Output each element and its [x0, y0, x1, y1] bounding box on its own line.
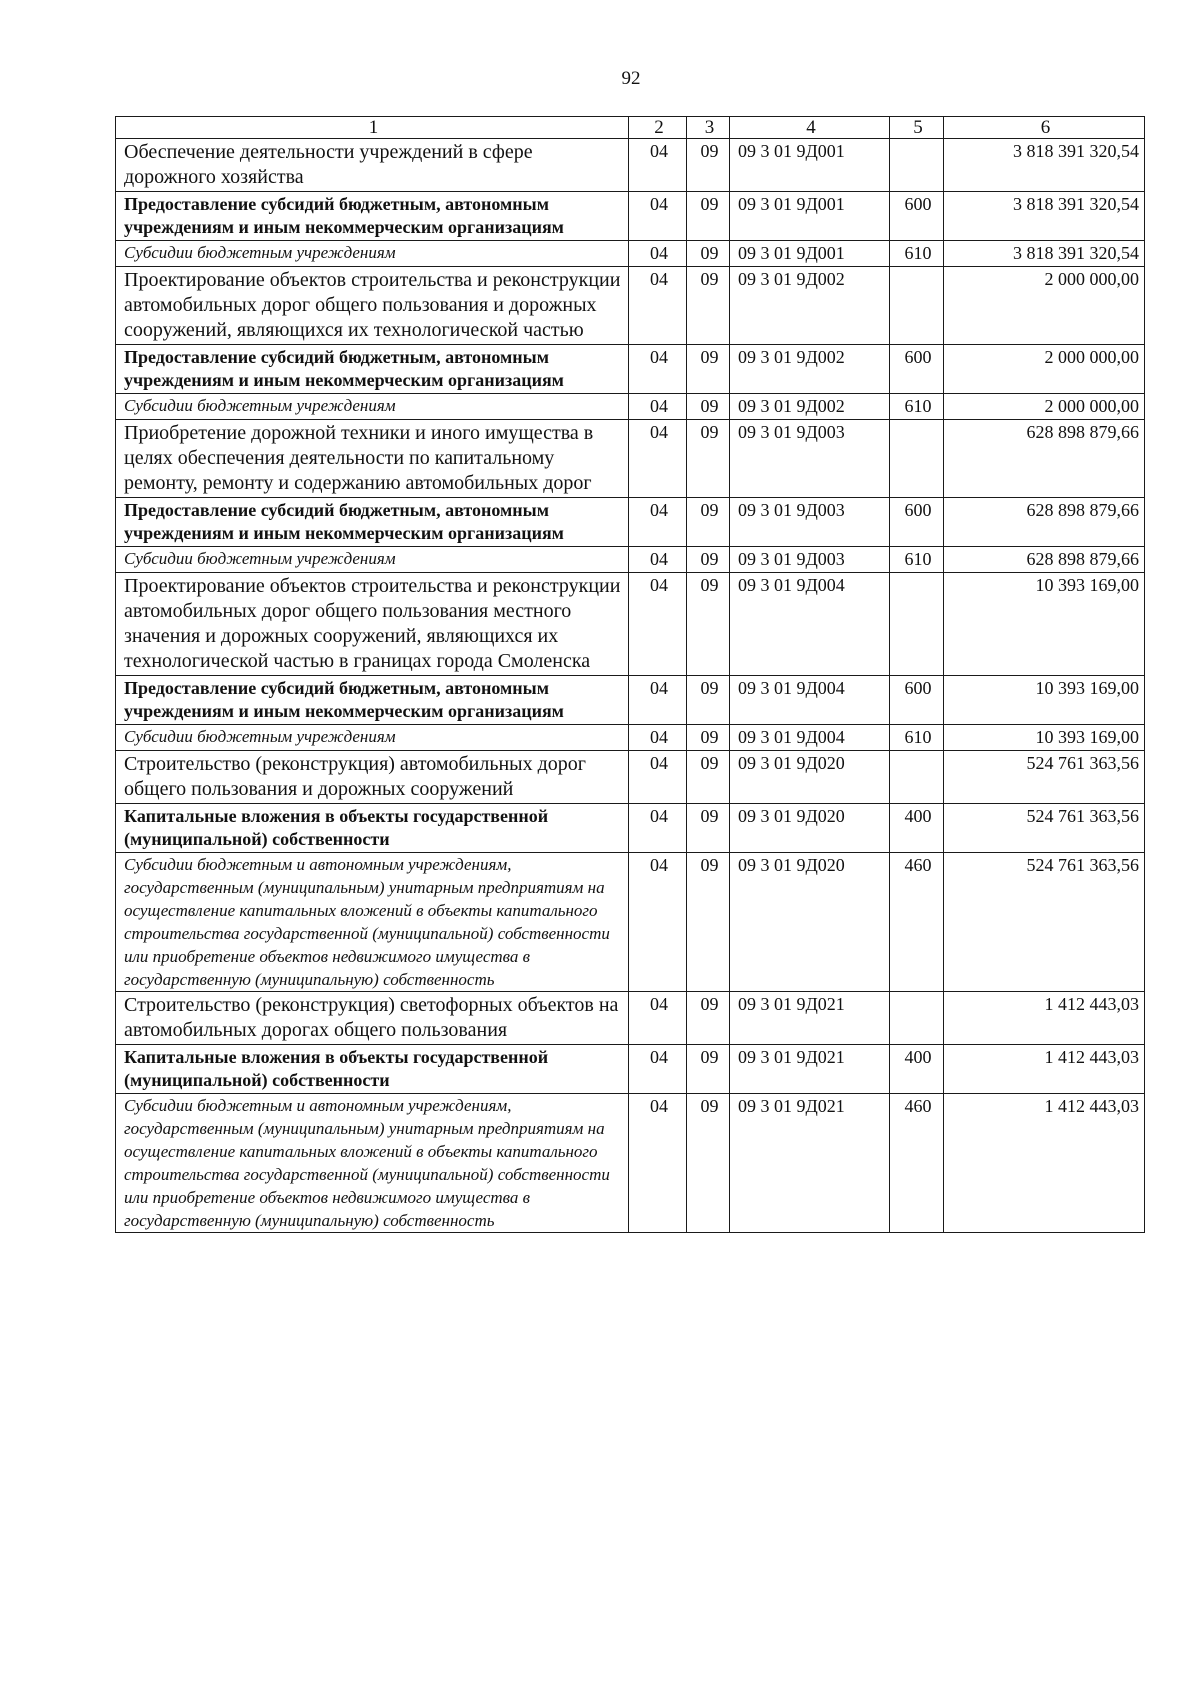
expense-type-code: 600: [890, 192, 944, 241]
table-row: [116, 267, 1145, 345]
amount-value: 628 898 879,66: [944, 420, 1145, 498]
section-code: 04: [629, 676, 687, 725]
item-name: Субсидии бюджетным учреждениям: [116, 725, 629, 751]
target-article-code: 09 3 01 9Д020: [730, 804, 890, 853]
expense-type-code: 610: [890, 725, 944, 751]
section-code: 04: [629, 241, 687, 267]
table-row: [116, 394, 1145, 420]
subsection-code: 09: [687, 394, 730, 420]
item-name: Приобретение дорожной техники и иного имущества в целях обеспечения деятельности по капитальному ремонту, ремонту и содержанию автомобильных дорог: [116, 420, 629, 498]
expense-type-code: [890, 573, 944, 676]
section-code: 04: [629, 547, 687, 573]
amount-value: 524 761 363,56: [944, 853, 1145, 992]
item-name: Предоставление субсидий бюджетным, автономным учреждениям и иным некоммерческим организациям: [116, 345, 629, 394]
item-name: Строительство (реконструкция) автомобильных дорог общего пользования и дорожных сооружений: [116, 751, 629, 804]
target-article-code: 09 3 01 9Д021: [730, 992, 890, 1045]
expense-type-code: 610: [890, 241, 944, 267]
target-article-code: 09 3 01 9Д004: [730, 573, 890, 676]
table-row: [116, 241, 1145, 267]
subsection-code: 09: [687, 804, 730, 853]
item-name: Предоставление субсидий бюджетным, автономным учреждениям и иным некоммерческим организациям: [116, 192, 629, 241]
expense-type-code: 600: [890, 676, 944, 725]
section-code: 04: [629, 992, 687, 1045]
target-article-code: 09 3 01 9Д020: [730, 751, 890, 804]
table-row: [116, 853, 1145, 992]
section-code: 04: [629, 192, 687, 241]
amount-value: 524 761 363,56: [944, 751, 1145, 804]
expense-type-code: 460: [890, 1094, 944, 1233]
column-header: 5: [890, 117, 944, 139]
target-article-code: 09 3 01 9Д001: [730, 241, 890, 267]
target-article-code: 09 3 01 9Д020: [730, 853, 890, 992]
column-header: 1: [116, 117, 629, 139]
amount-value: 10 393 169,00: [944, 725, 1145, 751]
expense-type-code: 400: [890, 804, 944, 853]
subsection-code: 09: [687, 498, 730, 547]
table-row: [116, 139, 1145, 192]
target-article-code: 09 3 01 9Д021: [730, 1094, 890, 1233]
amount-value: 628 898 879,66: [944, 547, 1145, 573]
item-name: Проектирование объектов строительства и реконструкции автомобильных дорог общего пользования местного значения и дорожных сооружений, являющихся их технологической частью в границах города Смоленска: [116, 573, 629, 676]
subsection-code: 09: [687, 547, 730, 573]
item-name: Капитальные вложения в объекты государственной (муниципальной) собственности: [116, 1045, 629, 1094]
expense-type-code: 600: [890, 345, 944, 394]
item-name: Обеспечение деятельности учреждений в сфере дорожного хозяйства: [116, 139, 629, 192]
amount-value: 3 818 391 320,54: [944, 241, 1145, 267]
table-row: [116, 573, 1145, 676]
amount-value: 524 761 363,56: [944, 804, 1145, 853]
table-body: [116, 139, 1145, 1233]
target-article-code: 09 3 01 9Д021: [730, 1045, 890, 1094]
amount-value: 3 818 391 320,54: [944, 139, 1145, 192]
subsection-code: 09: [687, 192, 730, 241]
table-row: [116, 192, 1145, 241]
target-article-code: 09 3 01 9Д002: [730, 267, 890, 345]
amount-value: 10 393 169,00: [944, 573, 1145, 676]
column-header: 6: [944, 117, 1145, 139]
amount-value: 1 412 443,03: [944, 1094, 1145, 1233]
amount-value: 1 412 443,03: [944, 1045, 1145, 1094]
target-article-code: 09 3 01 9Д001: [730, 192, 890, 241]
item-name: Капитальные вложения в объекты государственной (муниципальной) собственности: [116, 804, 629, 853]
table-row: [116, 751, 1145, 804]
amount-value: 628 898 879,66: [944, 498, 1145, 547]
target-article-code: 09 3 01 9Д003: [730, 498, 890, 547]
table-row: [116, 1045, 1145, 1094]
column-header: 2: [629, 117, 687, 139]
item-name: Субсидии бюджетным учреждениям: [116, 547, 629, 573]
section-code: 04: [629, 853, 687, 992]
amount-value: 2 000 000,00: [944, 345, 1145, 394]
table-row: [116, 725, 1145, 751]
section-code: 04: [629, 498, 687, 547]
target-article-code: 09 3 01 9Д001: [730, 139, 890, 192]
table-row: [116, 804, 1145, 853]
target-article-code: 09 3 01 9Д002: [730, 345, 890, 394]
subsection-code: 09: [687, 345, 730, 394]
subsection-code: 09: [687, 992, 730, 1045]
section-code: 04: [629, 267, 687, 345]
expense-type-code: 610: [890, 547, 944, 573]
item-name: Предоставление субсидий бюджетным, автономным учреждениям и иным некоммерческим организациям: [116, 676, 629, 725]
target-article-code: 09 3 01 9Д004: [730, 676, 890, 725]
target-article-code: 09 3 01 9Д003: [730, 420, 890, 498]
amount-value: 10 393 169,00: [944, 676, 1145, 725]
section-code: 04: [629, 725, 687, 751]
expense-type-code: [890, 139, 944, 192]
expense-type-code: 600: [890, 498, 944, 547]
subsection-code: 09: [687, 267, 730, 345]
section-code: 04: [629, 420, 687, 498]
subsection-code: 09: [687, 420, 730, 498]
amount-value: 1 412 443,03: [944, 992, 1145, 1045]
item-name: Строительство (реконструкция) светофорных объектов на автомобильных дорогах общего пользования: [116, 992, 629, 1045]
table-row: [116, 1094, 1145, 1233]
expense-type-code: [890, 420, 944, 498]
subsection-code: 09: [687, 573, 730, 676]
amount-value: 2 000 000,00: [944, 394, 1145, 420]
table-row: [116, 345, 1145, 394]
item-name: Субсидии бюджетным учреждениям: [116, 241, 629, 267]
table-row: [116, 547, 1145, 573]
table-row: [116, 420, 1145, 498]
item-name: Предоставление субсидий бюджетным, автономным учреждениям и иным некоммерческим организациям: [116, 498, 629, 547]
expense-type-code: 460: [890, 853, 944, 992]
table-row: [116, 676, 1145, 725]
subsection-code: 09: [687, 751, 730, 804]
target-article-code: 09 3 01 9Д003: [730, 547, 890, 573]
amount-value: 3 818 391 320,54: [944, 192, 1145, 241]
table-header-row: [116, 117, 1145, 139]
target-article-code: 09 3 01 9Д002: [730, 394, 890, 420]
table-row: [116, 992, 1145, 1045]
section-code: 04: [629, 804, 687, 853]
page-number: 92: [621, 68, 641, 89]
item-name: Субсидии бюджетным и автономным учреждениям, государственным (муниципальным) унитарным предприятиям на осуществление капитальных вложений в объекты капитального строительства государственной (муниципальной) собственности или приобретение объектов недвижимого имущества в государственную (муниципальную) собственность: [116, 853, 629, 992]
subsection-code: 09: [687, 139, 730, 192]
item-name: Проектирование объектов строительства и реконструкции автомобильных дорог общего пользования и дорожных сооружений, являющихся их технологической частью: [116, 267, 629, 345]
subsection-code: 09: [687, 1094, 730, 1233]
amount-value: 2 000 000,00: [944, 267, 1145, 345]
column-header: 4: [730, 117, 890, 139]
column-header: 3: [687, 117, 730, 139]
section-code: 04: [629, 345, 687, 394]
item-name: Субсидии бюджетным учреждениям: [116, 394, 629, 420]
budget-table: [115, 116, 1145, 1233]
section-code: 04: [629, 573, 687, 676]
expense-type-code: [890, 992, 944, 1045]
target-article-code: 09 3 01 9Д004: [730, 725, 890, 751]
subsection-code: 09: [687, 1045, 730, 1094]
section-code: 04: [629, 1094, 687, 1233]
section-code: 04: [629, 751, 687, 804]
subsection-code: 09: [687, 241, 730, 267]
section-code: 04: [629, 139, 687, 192]
item-name: Субсидии бюджетным и автономным учреждениям, государственным (муниципальным) унитарным предприятиям на осуществление капитальных вложений в объекты капитального строительства государственной (муниципальной) собственности или приобретение объектов недвижимого имущества в государственную (муниципальную) собственность: [116, 1094, 629, 1233]
expense-type-code: [890, 751, 944, 804]
section-code: 04: [629, 1045, 687, 1094]
expense-type-code: [890, 267, 944, 345]
expense-type-code: 400: [890, 1045, 944, 1094]
section-code: 04: [629, 394, 687, 420]
expense-type-code: 610: [890, 394, 944, 420]
subsection-code: 09: [687, 853, 730, 992]
table-row: [116, 498, 1145, 547]
subsection-code: 09: [687, 676, 730, 725]
subsection-code: 09: [687, 725, 730, 751]
